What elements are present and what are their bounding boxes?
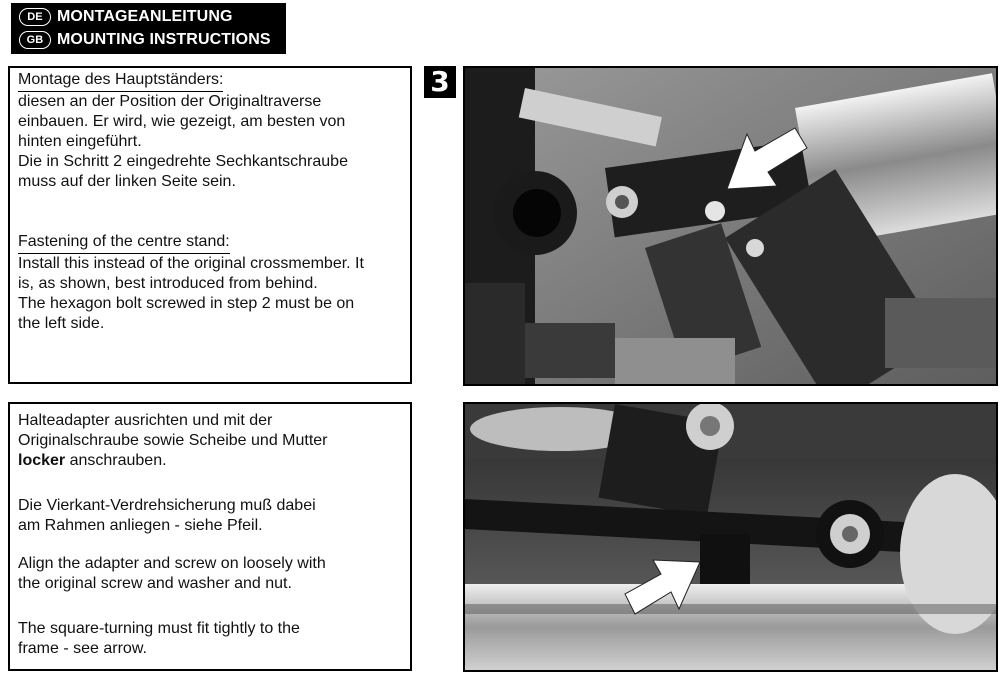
de-paragraph-2 xyxy=(18,496,404,536)
photo-illustration xyxy=(465,404,996,670)
step-number: 3 xyxy=(424,66,456,98)
de-paragraph-1 xyxy=(18,411,404,471)
de-line: hinten eingeführt. xyxy=(18,133,142,150)
instruction-box-step3 xyxy=(8,66,412,384)
en-paragraph-1 xyxy=(18,554,404,594)
header-line-de xyxy=(19,8,233,26)
header-title-de: MONTAGEANLEITUNG xyxy=(57,8,233,25)
de-line-rest: anschrauben. xyxy=(65,452,167,469)
de-line: Halteadapter ausrichten und mit der xyxy=(18,412,273,429)
en-line: The hexagon bolt screwed in step 2 must be on xyxy=(18,295,355,312)
de-line: Die in Schritt 2 eingedrehte Sechkantschraube xyxy=(18,153,348,170)
en-line: is, as shown, best introduced from behind. xyxy=(18,275,318,292)
de-line: muss auf der linken Seite sein. xyxy=(18,173,236,190)
de-line: diesen an der Position der Originaltraverse xyxy=(18,93,322,110)
de-line: einbauen. Er wird, wie gezeigt, am besten von xyxy=(18,113,346,130)
header-title-gb: MOUNTING INSTRUCTIONS xyxy=(57,31,271,48)
en-line: the left side. xyxy=(18,315,105,332)
de-heading: Montage des Hauptständers: xyxy=(18,70,223,92)
en-line: Align the adapter and screw on loosely with xyxy=(18,555,326,572)
de-line: am Rahmen anliegen - siehe Pfeil. xyxy=(18,517,263,534)
instruction-box-adapter xyxy=(8,402,412,671)
bold-word: locker xyxy=(18,452,66,469)
header-line-gb xyxy=(19,31,271,49)
en-paragraph-2 xyxy=(18,619,404,659)
en-line: frame - see arrow. xyxy=(18,640,147,657)
en-line: The square-turning must fit tightly to the xyxy=(18,620,300,637)
en-section xyxy=(18,232,404,334)
de-section xyxy=(18,70,404,192)
en-heading: Fastening of the centre stand: xyxy=(18,232,230,254)
de-line: Die Vierkant-Verdrehsicherung muß dabei xyxy=(18,497,316,514)
de-line: Originalschraube sowie Scheibe und Mutter xyxy=(18,432,328,449)
language-badge-gb: GB xyxy=(19,31,51,49)
en-line: the original screw and washer and nut. xyxy=(18,575,292,592)
language-badge-de: DE xyxy=(19,8,51,26)
photo-illustration xyxy=(465,68,996,384)
photo-adapter xyxy=(463,402,998,672)
photo-centre-stand xyxy=(463,66,998,386)
en-line: Install this instead of the original crossmember. It xyxy=(18,255,364,272)
de-line-emphasis xyxy=(18,451,404,471)
document-header xyxy=(11,3,286,54)
